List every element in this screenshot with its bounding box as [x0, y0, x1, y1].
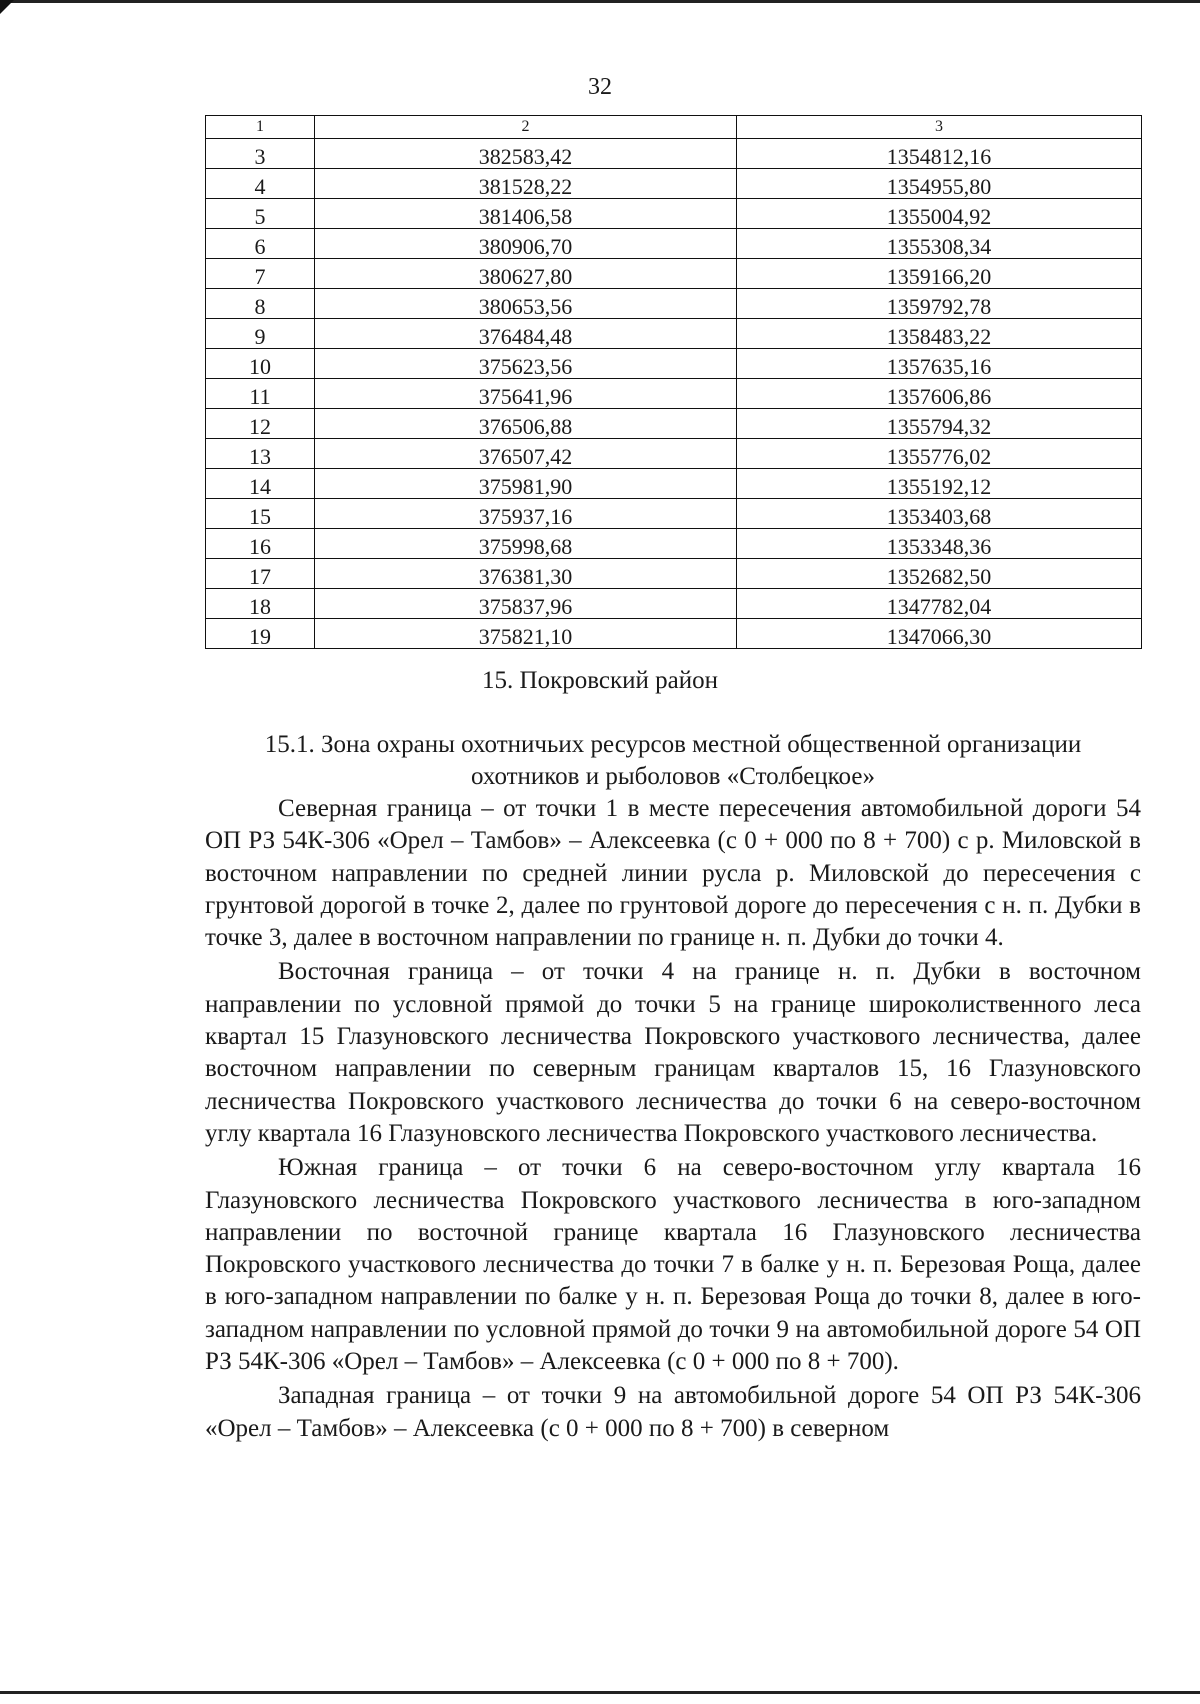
x-coordinate-cell: 375641,96 [315, 379, 737, 409]
y-coordinate-cell: 1347782,04 [737, 589, 1142, 619]
point-number-cell: 15 [206, 499, 315, 529]
table-row [206, 319, 1142, 349]
scan-bottom-edge [0, 1691, 1200, 1694]
table-row [206, 379, 1142, 409]
subsection-title-line: 15.1. Зона охраны охотничьих ресурсов местной общественной организации [264, 731, 1082, 758]
point-number-cell: 9 [206, 319, 315, 349]
scan-top-edge [0, 0, 1200, 3]
x-coordinate-cell: 375623,56 [315, 349, 737, 379]
x-coordinate-cell: 381528,22 [315, 169, 737, 199]
x-coordinate-cell: 376506,88 [315, 409, 737, 439]
table-row [206, 439, 1142, 469]
y-coordinate-cell: 1347066,30 [737, 619, 1142, 649]
table-row [206, 469, 1142, 499]
y-coordinate-cell: 1357606,86 [737, 379, 1142, 409]
x-coordinate-cell: 376507,42 [315, 439, 737, 469]
scan-corner-mark [0, 0, 14, 14]
point-number-cell: 6 [206, 229, 315, 259]
y-coordinate-cell: 1358483,22 [737, 319, 1142, 349]
point-number-cell: 4 [206, 169, 315, 199]
point-number-cell: 16 [206, 529, 315, 559]
coordinates-table [205, 115, 1142, 649]
point-number-cell: 10 [206, 349, 315, 379]
point-number-cell: 13 [206, 439, 315, 469]
point-number-cell: 3 [206, 139, 315, 169]
table-row [206, 169, 1142, 199]
x-coordinate-cell: 381406,58 [315, 199, 737, 229]
y-coordinate-cell: 1355794,32 [737, 409, 1142, 439]
table-row [206, 229, 1142, 259]
subsection-title-line: охотников и рыболовов «Столбецкое» [471, 763, 875, 790]
x-coordinate-cell: 375837,96 [315, 589, 737, 619]
x-coordinate-cell: 380906,70 [315, 229, 737, 259]
x-coordinate-cell: 375998,68 [315, 529, 737, 559]
x-coordinate-cell: 380653,56 [315, 289, 737, 319]
paragraph-west-boundary: Западная граница – от точки 9 на автомобильной дороге 54 ОП РЗ 54К-306 «Орел – Тамбов» – Алексеевка (с 0 + 000 по 8 + 700) в северном [205, 1382, 1141, 1442]
table-header-cell: 1 [206, 116, 315, 139]
point-number-cell: 12 [206, 409, 315, 439]
point-number-cell: 14 [206, 469, 315, 499]
table-row [206, 139, 1142, 169]
x-coordinate-cell: 375821,10 [315, 619, 737, 649]
y-coordinate-cell: 1355776,02 [737, 439, 1142, 469]
paragraph-east-boundary: Восточная граница – от точки 4 на границе н. п. Дубки в восточном направлении по условной прямой до точки 5 на границе широколиственного леса квартал 15 Глазуновского лесничества Покровского участкового лесничества, далее восточном направлении по северным границам кварталов 15, 16 Глазуновского лесничества Покровского участкового лесничества до точки 6 на северо-восточном углу квартала 16 Глазуновского лесничества Покровского участкового лесничества. [205, 958, 1141, 1147]
table-header-row [206, 116, 1142, 139]
y-coordinate-cell: 1354955,80 [737, 169, 1142, 199]
y-coordinate-cell: 1355192,12 [737, 469, 1142, 499]
table-row [206, 589, 1142, 619]
x-coordinate-cell: 380627,80 [315, 259, 737, 289]
y-coordinate-cell: 1359166,20 [737, 259, 1142, 289]
table-header-cell: 2 [315, 116, 737, 139]
point-number-cell: 17 [206, 559, 315, 589]
table-row [206, 619, 1142, 649]
paragraph-north-boundary: Северная граница – от точки 1 в месте пересечения автомобильной дороги 54 ОП РЗ 54К-306 «Орел – Тамбов» – Алексеевка (с 0 + 000 по 8 + 700) с р. Миловской в восточном направлении по средней линии русла р. Миловской до пересечения с грунтовой дорогой в точке 2, далее по грунтовой дороге до пересечения с н. п. Дубки в точке 3, далее в восточном направлении по границе н. п. Дубки до точки 4. [205, 795, 1141, 952]
table-header-cell: 3 [737, 116, 1142, 139]
page-number: 32 [588, 74, 612, 100]
x-coordinate-cell: 382583,42 [315, 139, 737, 169]
y-coordinate-cell: 1357635,16 [737, 349, 1142, 379]
table-row [206, 559, 1142, 589]
table-row [206, 259, 1142, 289]
paragraph-south-boundary: Южная граница – от точки 6 на северо-восточном углу квартала 16 Глазуновского лесничества Покровского участкового лесничества в юго-западном направлении по восточной границе квартала 16 Глазуновского лесничества Покровского участкового лесничества до точки 7 в балке у н. п. Березовая Роща, далее в юго-западном направлении по балке у н. п. Березовая Роща до точки 8, далее в юго-западном направлении по условной прямой до точки 9 на автомобильной дороге 54 ОП РЗ 54К-306 «Орел – Тамбов» – Алексеевка (с 0 + 000 по 8 + 700). [205, 1154, 1141, 1376]
y-coordinate-cell: 1354812,16 [737, 139, 1142, 169]
point-number-cell: 11 [206, 379, 315, 409]
y-coordinate-cell: 1359792,78 [737, 289, 1142, 319]
y-coordinate-cell: 1352682,50 [737, 559, 1142, 589]
section-title: 15. Покровский район [482, 667, 718, 694]
point-number-cell: 5 [206, 199, 315, 229]
table-row [206, 289, 1142, 319]
table-row [206, 499, 1142, 529]
table-row [206, 409, 1142, 439]
body-text [205, 793, 1141, 1447]
point-number-cell: 19 [206, 619, 315, 649]
point-number-cell: 8 [206, 289, 315, 319]
x-coordinate-cell: 375937,16 [315, 499, 737, 529]
subsection-title [205, 729, 1141, 793]
y-coordinate-cell: 1353403,68 [737, 499, 1142, 529]
table-row [206, 199, 1142, 229]
y-coordinate-cell: 1355004,92 [737, 199, 1142, 229]
table-row [206, 529, 1142, 559]
point-number-cell: 18 [206, 589, 315, 619]
point-number-cell: 7 [206, 259, 315, 289]
y-coordinate-cell: 1355308,34 [737, 229, 1142, 259]
x-coordinate-cell: 376381,30 [315, 559, 737, 589]
y-coordinate-cell: 1353348,36 [737, 529, 1142, 559]
table-row [206, 349, 1142, 379]
x-coordinate-cell: 376484,48 [315, 319, 737, 349]
x-coordinate-cell: 375981,90 [315, 469, 737, 499]
